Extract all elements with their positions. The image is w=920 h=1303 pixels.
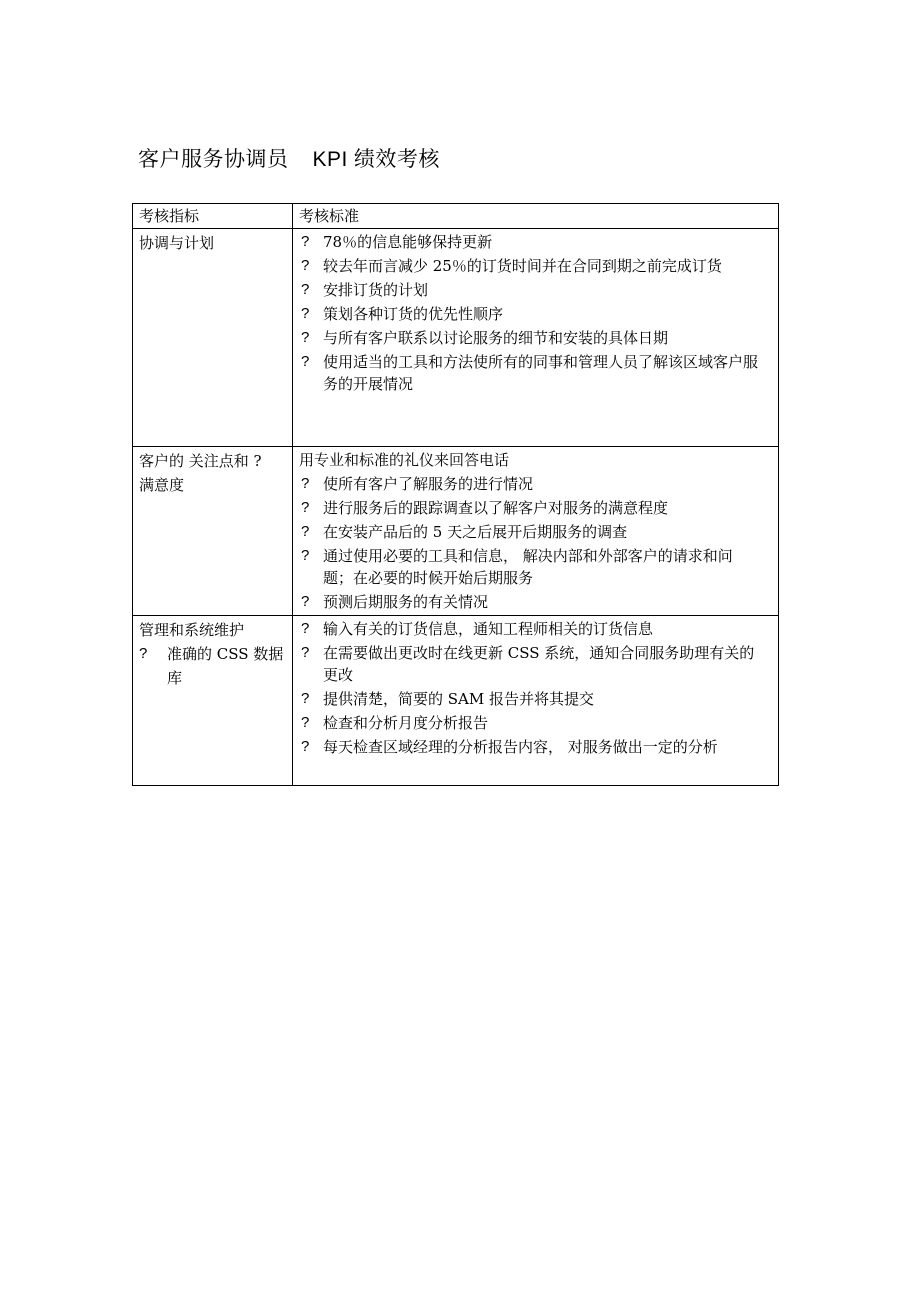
indicator-label: 协调与计划 (139, 234, 215, 252)
table-row (133, 229, 779, 447)
bullet-mark: ? (139, 645, 148, 662)
list-item: ? 使用适当的工具和方法使所有的同事和管理人员了解该区域客户服务的开展情况 (293, 351, 778, 395)
title-cn: 客户服务协调员 (138, 147, 289, 171)
list-item: ? 预测后期服务的有关情况 (293, 591, 778, 613)
table-row (133, 447, 779, 616)
list-item: ? 安排订货的计划 (293, 279, 778, 301)
indicator-subitem-text: 准确的 CSS 数据库 (167, 645, 284, 687)
list-item: ? 使所有客户了解服务的进行情况 (293, 473, 778, 495)
header-standard: 考核标准 (293, 204, 779, 229)
bullet-mark: ? (301, 305, 310, 322)
bullet-mark: ? (301, 233, 310, 250)
title-suffix: 绩效考核 (353, 147, 440, 171)
bullet-mark: ? (301, 499, 310, 516)
list-item: 用专业和标准的礼仪来回答电话 (293, 449, 778, 471)
indicator-subitem (139, 642, 286, 690)
standard-cell (293, 447, 779, 616)
list-item: ? 每天检查区域经理的分析报告内容， 对服务做出一定的分析 (293, 736, 778, 758)
indicator-cell (133, 229, 293, 447)
indicator-label: 客户的 关注点和 ? (139, 452, 262, 470)
table-row (133, 616, 779, 786)
list-item: ? 策划各种订货的优先性顺序 (293, 303, 778, 325)
kpi-table (132, 203, 779, 786)
table-header-row (133, 204, 779, 229)
bullet-mark: ? (301, 547, 310, 564)
list-item: ? 提供清楚，简要的 SAM 报告并将其提交 (293, 688, 778, 710)
bullet-mark: ? (301, 593, 310, 610)
document-title (138, 143, 440, 173)
indicator-label: 满意度 (139, 476, 185, 494)
bullet-mark: ? (301, 329, 310, 346)
list-item: ? 较去年而言减少 25％的订货时间并在合同到期之前完成订货 (293, 255, 778, 277)
bullet-mark: ? (301, 475, 310, 492)
list-item: ? 78％的信息能够保持更新 (293, 231, 778, 253)
list-item: ? 输入有关的订货信息，通知工程师相关的订货信息 (293, 618, 778, 640)
standard-cell (293, 616, 779, 786)
list-item: ? 在需要做出更改时在线更新 CSS 系统，通知合同服务助理有关的更改 (293, 642, 778, 686)
bullet-mark: ? (301, 644, 310, 661)
bullet-mark: ? (301, 281, 310, 298)
indicator-cell (133, 447, 293, 616)
list-item: ? 检查和分析月度分析报告 (293, 712, 778, 734)
indicator-label: 管理和系统维护 (139, 621, 245, 639)
standard-cell (293, 229, 779, 447)
bullet-mark: ? (301, 353, 310, 370)
bullet-mark: ? (301, 690, 310, 707)
list-item: ? 与所有客户联系以讨论服务的细节和安装的具体日期 (293, 327, 778, 349)
header-indicator: 考核指标 (133, 204, 293, 229)
bullet-mark: ? (301, 257, 310, 274)
list-item: ? 进行服务后的跟踪调查以了解客户对服务的满意程度 (293, 497, 778, 519)
list-item: ? 在安装产品后的 5 天之后展开后期服务的调查 (293, 521, 778, 543)
bullet-mark: ? (301, 620, 310, 637)
bullet-mark: ? (301, 523, 310, 540)
bullet-mark: ? (301, 714, 310, 731)
title-kpi: KPI (312, 148, 348, 171)
bullet-mark: ? (301, 738, 310, 755)
indicator-cell (133, 616, 293, 786)
list-item: ? 通过使用必要的工具和信息， 解决内部和外部客户的请求和问题；在必要的时候开始后期服务 (293, 545, 778, 589)
